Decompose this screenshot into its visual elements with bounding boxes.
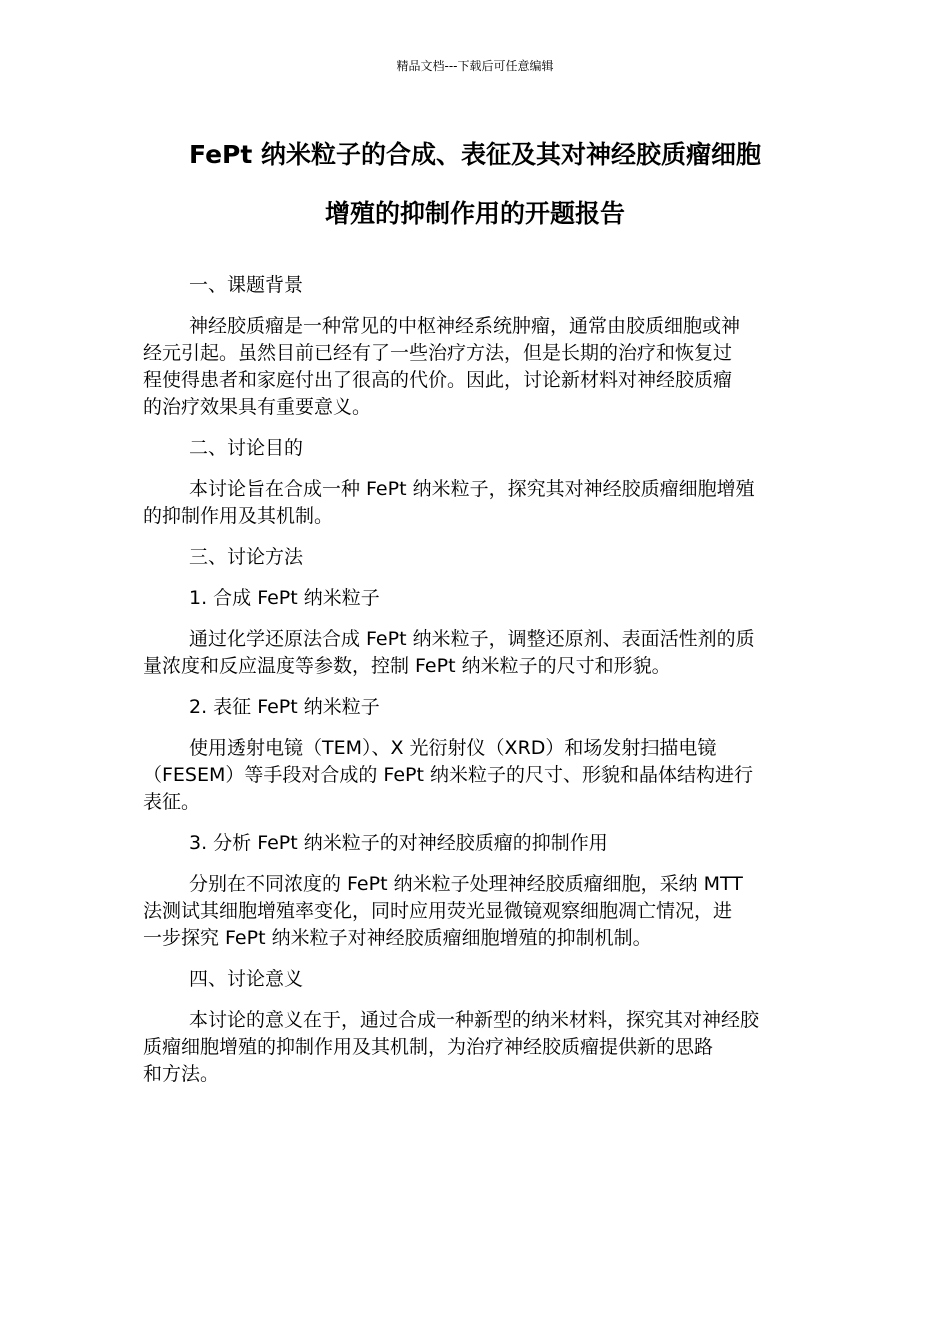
subsection-heading-analysis: 3. 分析 FePt 纳米粒子的对神经胶质瘤的抑制作用 — [189, 832, 608, 854]
paragraph-line: 本讨论旨在合成一种 FePt 纳米粒子，探究其对神经胶质瘤细胞增殖 — [189, 478, 755, 500]
paragraph-purpose — [143, 476, 813, 530]
page-header-note: 精品文档---下载后可任意编辑 — [396, 59, 554, 73]
section-heading-purpose: 二、讨论目的 — [189, 437, 304, 459]
section-heading-significance: 四、讨论意义 — [189, 968, 304, 990]
paragraph-line: 使用透射电镜（TEM）、X 光衍射仪（XRD）和场发射扫描电镜 — [189, 737, 717, 759]
paragraph-line: 表征。 — [143, 791, 201, 813]
paragraph-line: 和方法。 — [143, 1063, 220, 1085]
subsection-heading-characterization: 2. 表征 FePt 纳米粒子 — [189, 696, 380, 718]
paragraph-line: 一步探究 FePt 纳米粒子对神经胶质瘤细胞增殖的抑制机制。 — [143, 927, 652, 949]
paragraph-background — [143, 313, 813, 421]
section-heading-methods: 三、讨论方法 — [189, 546, 304, 568]
paragraph-line: 量浓度和反应温度等参数，控制 FePt 纳米粒子的尺寸和形貌。 — [143, 655, 671, 677]
paragraph-characterization — [143, 735, 813, 816]
paragraph-line: 本讨论的意义在于，通过合成一种新型的纳米材料，探究其对神经胶 — [189, 1009, 760, 1031]
document-body — [143, 272, 813, 1102]
paragraph-line: 经元引起。虽然目前已经有了一些治疗方法，但是长期的治疗和恢复过 — [143, 342, 733, 364]
paragraph-synthesis — [143, 626, 813, 680]
paragraph-line: 通过化学还原法合成 FePt 纳米粒子，调整还原剂、表面活性剂的质 — [189, 628, 755, 650]
section-heading-background: 一、课题背景 — [189, 274, 304, 296]
paragraph-line: 的治疗效果具有重要意义。 — [143, 396, 372, 418]
paragraph-line: （FESEM）等手段对合成的 FePt 纳米粒子的尺寸、形貌和晶体结构进行 — [143, 764, 753, 786]
paragraph-analysis — [143, 871, 813, 952]
subsection-heading-synthesis: 1. 合成 FePt 纳米粒子 — [189, 587, 380, 609]
paragraph-line: 神经胶质瘤是一种常见的中枢神经系统肿瘤，通常由胶质细胞或神 — [189, 315, 741, 337]
document-title-line-2: 增殖的抑制作用的开题报告 — [324, 199, 625, 228]
paragraph-significance — [143, 1007, 813, 1088]
paragraph-line: 的抑制作用及其机制。 — [143, 505, 334, 527]
paragraph-line: 分别在不同浓度的 FePt 纳米粒子处理神经胶质瘤细胞，采纳 MTT — [189, 873, 743, 895]
paragraph-line: 程使得患者和家庭付出了很高的代价。因此，讨论新材料对神经胶质瘤 — [143, 369, 733, 391]
paragraph-line: 质瘤细胞增殖的抑制作用及其机制，为治疗神经胶质瘤提供新的思路 — [143, 1036, 714, 1058]
document-title-line-1: FePt 纳米粒子的合成、表征及其对神经胶质瘤细胞 — [189, 140, 761, 169]
paragraph-line: 法测试其细胞增殖率变化，同时应用荧光显微镜观察细胞凋亡情况，进 — [143, 900, 733, 922]
